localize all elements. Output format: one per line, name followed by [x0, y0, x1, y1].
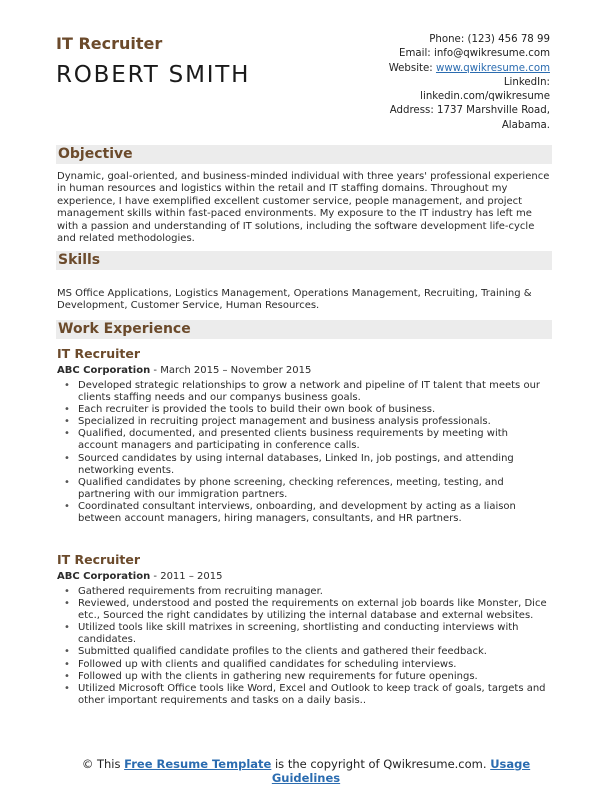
objective-section-header — [56, 145, 552, 164]
job-1-role: IT Recruiter — [57, 346, 141, 361]
list-item: • Specialized in recruiting project management and business analysis professionals. — [57, 416, 551, 428]
email-label: Email: — [399, 48, 431, 60]
list-item: • Gathered requirements from recruiting manager. — [57, 586, 551, 598]
job-2-company: ABC Corporation — [57, 571, 151, 582]
candidate-name: ROBERT SMITH — [56, 62, 251, 88]
list-item: • Followed up with clients and qualified candidates for scheduling interviews. — [57, 659, 551, 671]
list-item: • Each recruiter is provided the tools to build their own book of business. — [57, 404, 551, 416]
list-item: • Qualified candidates by phone screening, checking references, meeting, testing, and partnering with our immigration partners. — [57, 477, 551, 501]
objective-text: Dynamic, goal-oriented, and business-minded individual with three years' professional experience in human resources and logistics within the retail and IT staffing domains. Throughout my experience, I have exemplified excellent customer service, people management, and project management skills within fast-paced environments. My exposure to the IT industry has left me with a passion and understanding of IT solutions, including the software development life-cycle and related methodologies. — [57, 171, 550, 245]
contact-website — [330, 62, 550, 76]
work-experience-heading: Work Experience — [58, 321, 191, 337]
email-value: info@qwikresume.com — [433, 48, 550, 60]
usage-guidelines-link[interactable]: Usage Guidelines — [271, 757, 531, 785]
footer-middle: is the copyright of Qwikresume.com. — [271, 757, 491, 771]
website-label: Website: — [388, 62, 433, 74]
contact-phone — [330, 33, 550, 47]
list-item: • Reviewed, understood and posted the requirements on external job boards like Monster, Dice etc., Sourced the right candidates by utilizing the internal database and external websites. — [57, 598, 551, 622]
contact-linkedin-label: LinkedIn: — [503, 76, 550, 88]
skills-section-header — [56, 251, 552, 270]
contact-email — [330, 47, 550, 61]
contact-address — [330, 104, 550, 118]
job-1-bullets — [57, 380, 551, 525]
contact-block — [330, 33, 550, 133]
list-item: • Submitted qualified candidate profiles to the clients and gathered their feedback. — [57, 646, 551, 658]
job-2-role: IT Recruiter — [57, 552, 141, 567]
contact-linkedin-value: linkedin.com/qwikresume — [420, 91, 550, 103]
skills-text: MS Office Applications, Logistics Management, Operations Management, Recruiting, Training & Development, Customer Service, Human Resources. — [57, 288, 532, 312]
list-item: • Followed up with the clients in gathering new requirements for future openings. — [57, 671, 551, 683]
job-1-dates: - March 2015 – November 2015 — [150, 365, 312, 376]
address-label: Address: — [389, 105, 434, 117]
list-item: • Qualified, documented, and presented clients business requirements by meeting with account managers and participating in conference calls. — [57, 428, 551, 452]
phone-label: Phone: — [429, 34, 465, 45]
job-1-company-line — [57, 365, 311, 376]
free-resume-template-link[interactable]: Free Resume Template — [124, 757, 272, 771]
objective-heading: Objective — [58, 146, 133, 162]
resume-header — [0, 0, 612, 135]
address-line2: Alabama. — [501, 119, 550, 131]
job-title: IT Recruiter — [56, 34, 163, 53]
list-item: • Developed strategic relationships to grow a network and pipeline of IT talent that meets our clients staffing needs and our companys business goals. — [57, 380, 551, 404]
list-item: • Utilized tools like skill matrixes in screening, shortlisting and conducting interviews with candidates. — [57, 622, 551, 646]
footer-prefix: © This — [81, 757, 125, 771]
list-item: • Sourced candidates by using internal databases, Linked In, job postings, and attending networking events. — [57, 453, 551, 477]
list-item: • Coordinated consultant interviews, onboarding, and development by acting as a liaison between account managers, hiring managers, consultants, and HR partners. — [57, 501, 551, 525]
job-1-company: ABC Corporation — [57, 365, 151, 376]
work-experience-section-header — [56, 320, 552, 339]
copyright-footer — [56, 757, 556, 785]
skills-heading: Skills — [58, 252, 101, 268]
job-2-company-line — [57, 571, 222, 582]
phone-value: (123) 456 78 99 — [467, 34, 550, 45]
list-item: • Utilized Microsoft Office tools like Word, Excel and Outlook to keep track of goals, targets and other important requirements and tasks on a daily basis.. — [57, 683, 551, 707]
website-link[interactable]: www.qwikresume.com — [435, 62, 550, 74]
job-2-bullets — [57, 586, 551, 707]
job-2-dates: - 2011 – 2015 — [150, 571, 223, 582]
address-line1: 1737 Marshville Road, — [437, 105, 550, 117]
